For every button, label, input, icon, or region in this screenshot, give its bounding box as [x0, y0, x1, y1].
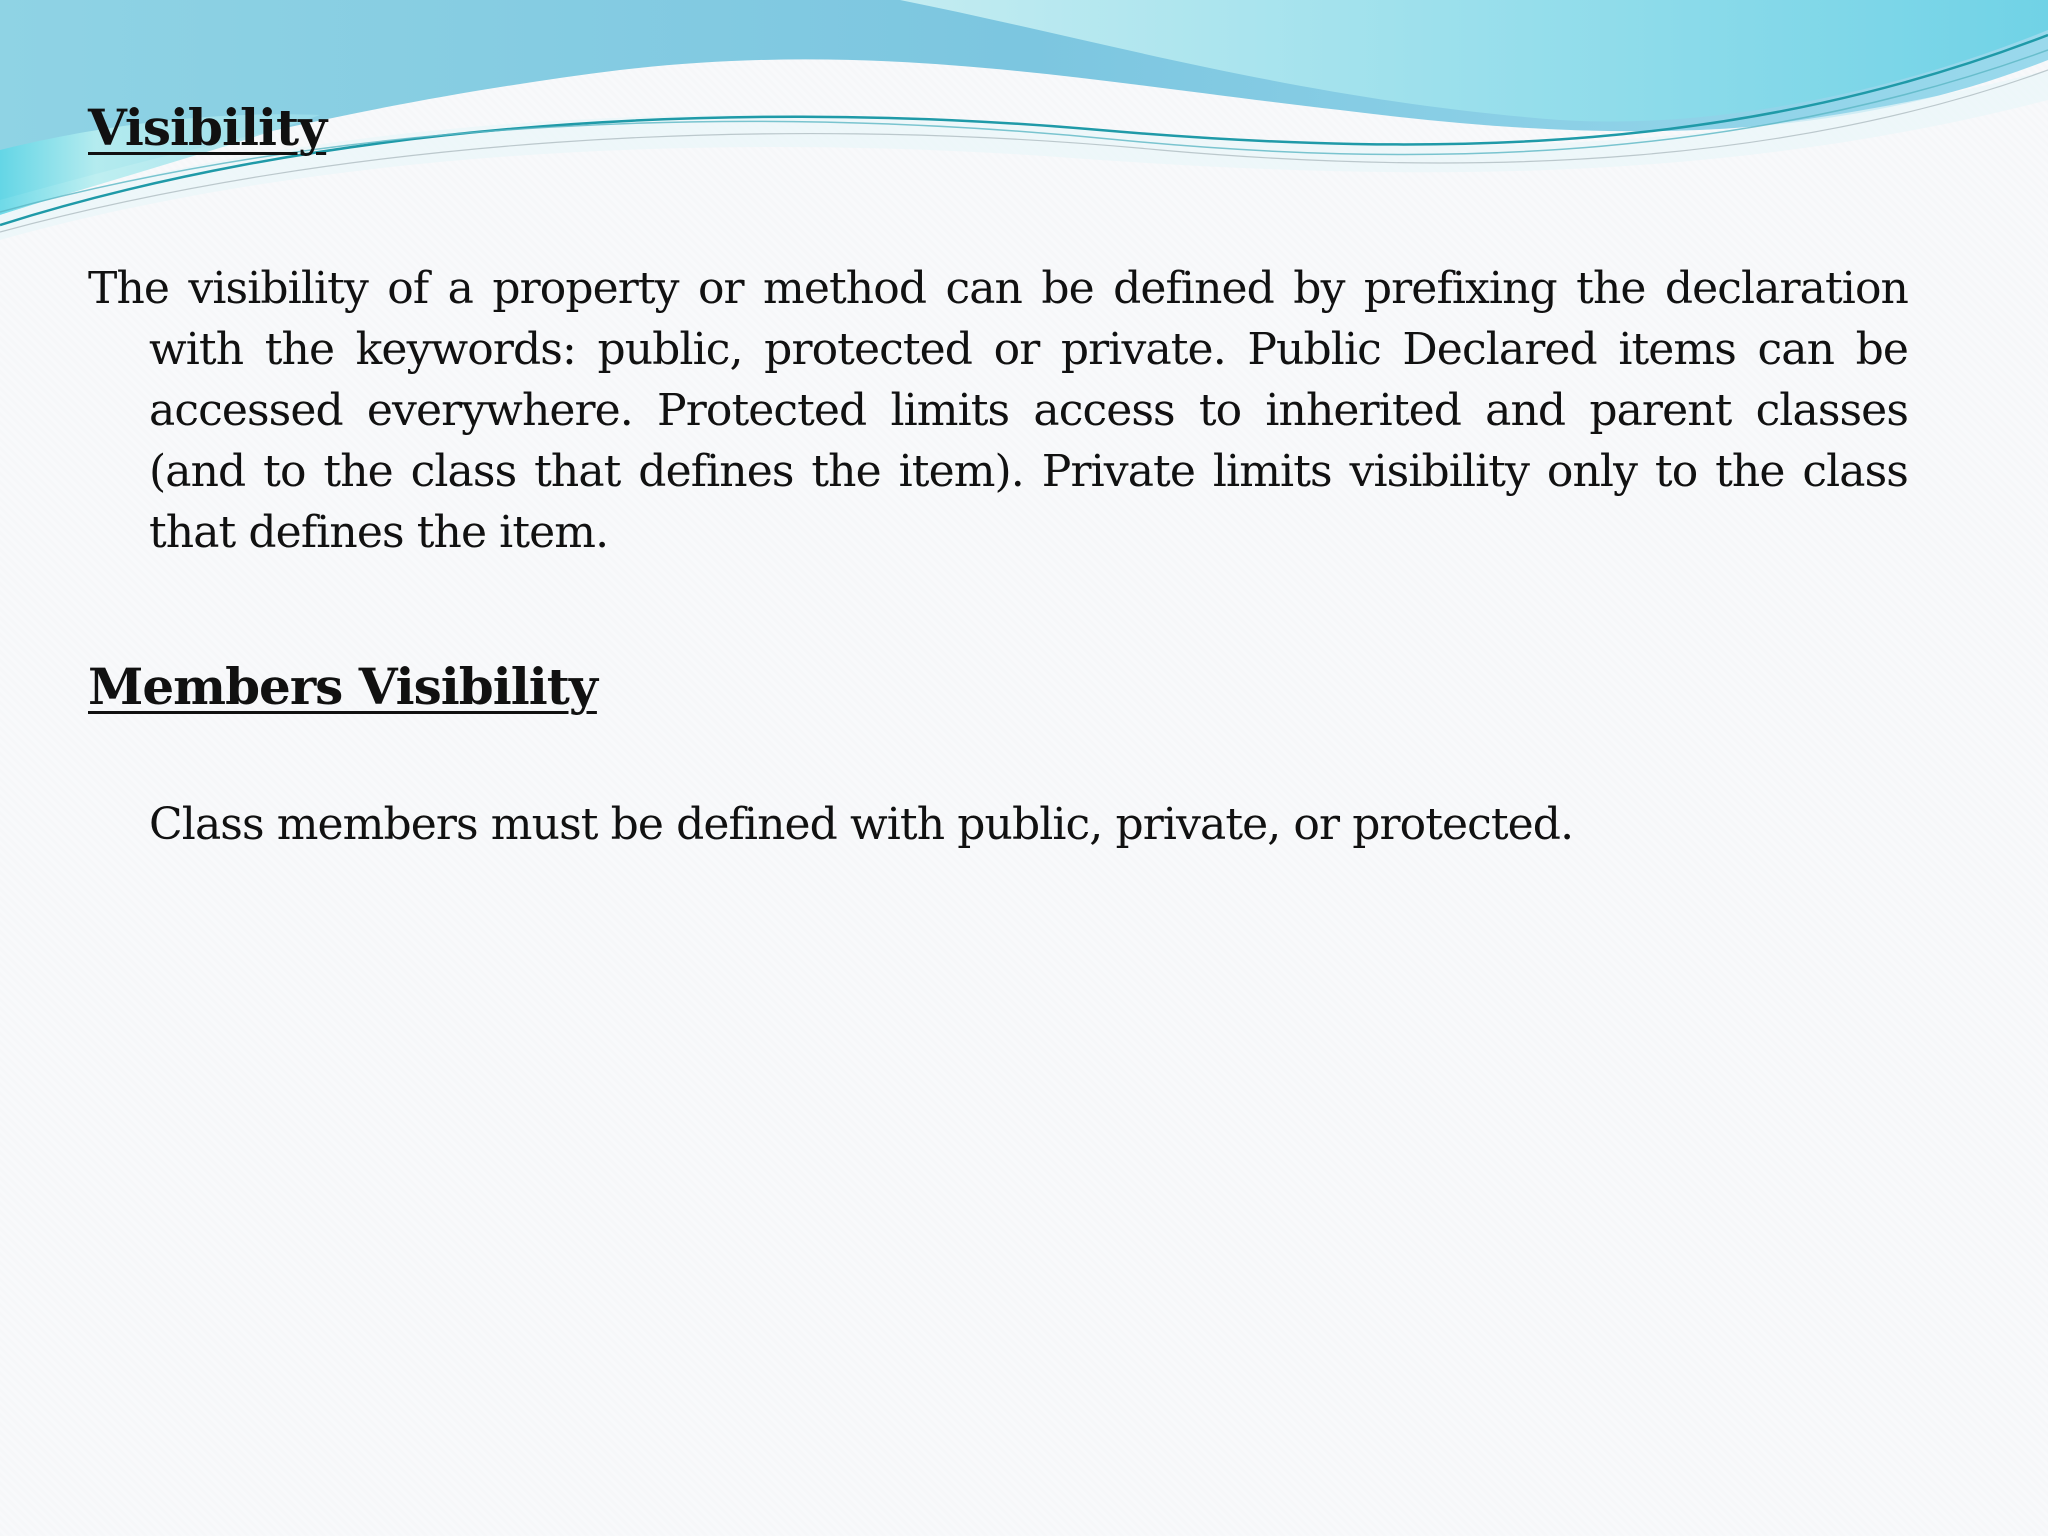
section-heading-visibility: Visibility	[88, 98, 327, 157]
visibility-description: The visibility of a property or method can be defined by prefixing the declaration with the keywords: public, protected or private. Public Declared items can be accessed everywhere. Protected limits access to inherited and parent classes (and to the class that defines the item). Private limits visibility only to the class that defines the item.	[88, 263, 1908, 558]
section-heading-members-visibility: Members Visibility	[88, 657, 597, 716]
members-visibility-description: Class members must be defined with public, private, or protected.	[149, 799, 1574, 850]
